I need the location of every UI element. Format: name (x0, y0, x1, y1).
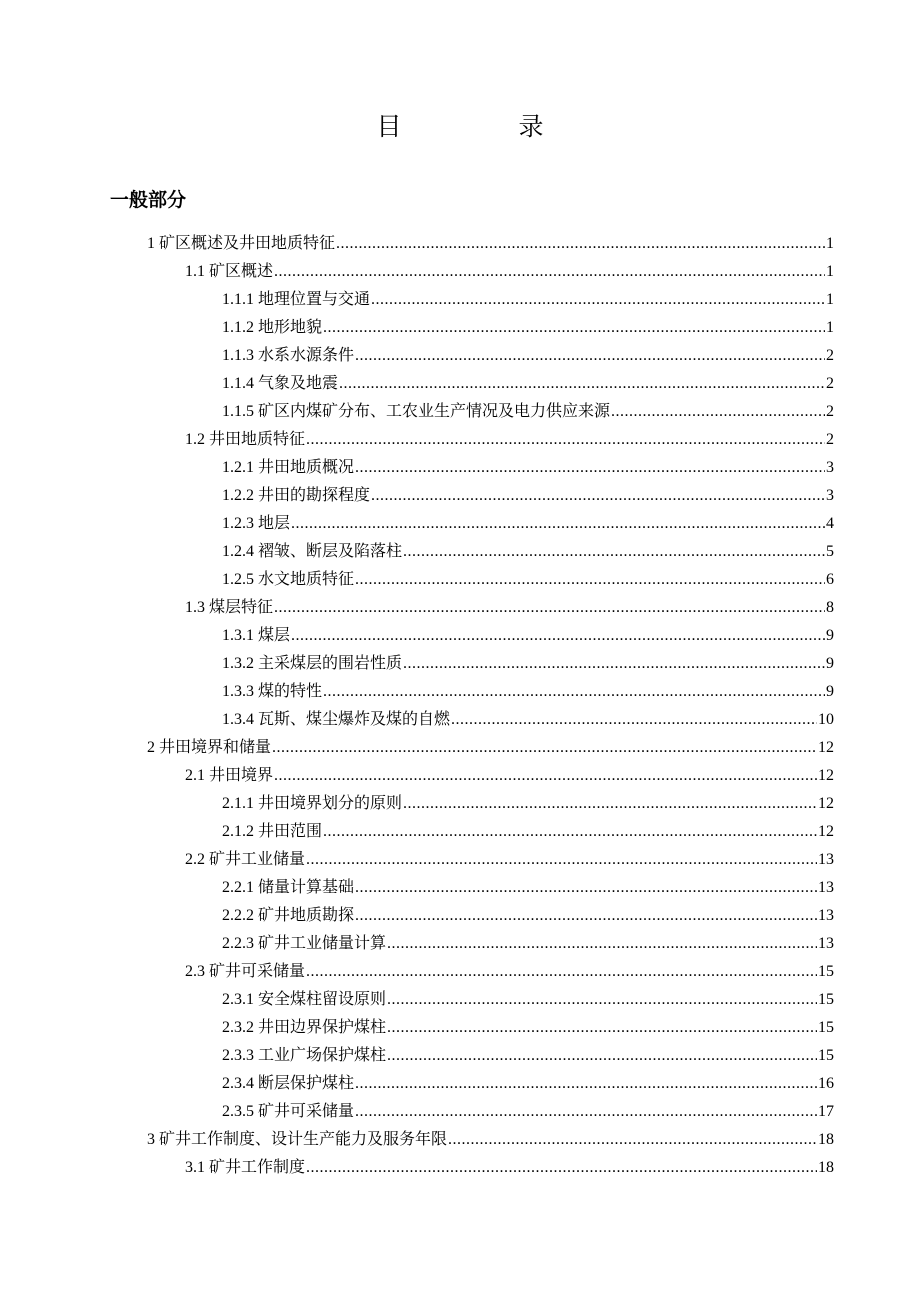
toc-entry-page-number: 3 (826, 487, 834, 504)
page-title: 目 录 (376, 114, 590, 141)
toc-entry-page-number: 8 (826, 599, 834, 616)
toc-entry[interactable] (0, 846, 920, 874)
toc-entry-label: 1.1.3 水系水源条件 (222, 347, 355, 364)
toc-entry-label: 2.3.1 安全煤柱留设原则 (222, 991, 387, 1008)
toc-entry-label: 1.1 矿区概述 (185, 263, 274, 280)
toc-entry[interactable] (0, 566, 920, 594)
toc-entry-label: 1.3.4 瓦斯、煤尘爆炸及煤的自燃 (222, 711, 451, 728)
toc-entry-label: 1.2.1 井田地质概况 (222, 459, 355, 476)
toc-entry-page-number: 9 (826, 655, 834, 672)
toc-entry-page-number: 1 (826, 263, 834, 280)
toc-dot-leader (448, 1126, 817, 1154)
toc-entry-page-number: 12 (818, 767, 834, 784)
toc-entry-page-number: 10 (818, 711, 834, 728)
toc-entry-label: 1.3.1 煤层 (222, 627, 291, 644)
table-of-contents (0, 230, 920, 1182)
toc-entry-page-number: 17 (818, 1103, 834, 1120)
toc-entry[interactable] (0, 706, 920, 734)
toc-entry-label: 2 井田境界和储量 (147, 739, 272, 756)
toc-entry-label: 1.3.2 主采煤层的围岩性质 (222, 655, 403, 672)
toc-entry[interactable] (0, 1014, 920, 1042)
toc-entry[interactable] (0, 958, 920, 986)
toc-entry-page-number: 1 (826, 319, 834, 336)
toc-entry-label: 2.2 矿井工业储量 (185, 851, 306, 868)
toc-dot-leader (274, 258, 825, 286)
toc-entry-label: 2.2.3 矿井工业储量计算 (222, 935, 387, 952)
toc-dot-leader (339, 370, 825, 398)
toc-entry-page-number: 12 (818, 823, 834, 840)
toc-entry-page-number: 6 (826, 571, 834, 588)
toc-dot-leader (306, 846, 817, 874)
toc-entry-label: 1 矿区概述及井田地质特征 (147, 235, 336, 252)
toc-entry-page-number: 12 (818, 795, 834, 812)
toc-dot-leader (355, 1070, 817, 1098)
toc-entry-page-number: 4 (826, 515, 834, 532)
toc-entry-label: 1.1.2 地形地貌 (222, 319, 323, 336)
toc-entry-page-number: 15 (818, 1047, 834, 1064)
toc-entry[interactable] (0, 342, 920, 370)
toc-entry-label: 2.2.1 储量计算基础 (222, 879, 355, 896)
toc-entry[interactable] (0, 398, 920, 426)
toc-entry-label: 3.1 矿井工作制度 (185, 1159, 306, 1176)
toc-entry[interactable] (0, 426, 920, 454)
toc-entry[interactable] (0, 762, 920, 790)
toc-entry-label: 1.1.5 矿区内煤矿分布、工农业生产情况及电力供应来源 (222, 403, 611, 420)
toc-dot-leader (323, 818, 817, 846)
toc-dot-leader (306, 426, 825, 454)
toc-entry[interactable] (0, 902, 920, 930)
toc-dot-leader (355, 454, 825, 482)
toc-entry-label: 1.1.1 地理位置与交通 (222, 291, 371, 308)
toc-entry-label: 1.2.4 褶皱、断层及陷落柱 (222, 543, 403, 560)
toc-dot-leader (272, 734, 817, 762)
toc-entry[interactable] (0, 482, 920, 510)
toc-entry-label: 1.1.4 气象及地震 (222, 375, 339, 392)
toc-dot-leader (274, 762, 817, 790)
toc-dot-leader (291, 510, 825, 538)
toc-dot-leader (403, 538, 825, 566)
toc-entry-page-number: 13 (818, 851, 834, 868)
toc-entry-page-number: 18 (818, 1131, 834, 1148)
toc-dot-leader (371, 482, 825, 510)
toc-dot-leader (355, 566, 825, 594)
toc-entry-page-number: 2 (826, 431, 834, 448)
toc-dot-leader (306, 958, 817, 986)
toc-dot-leader (387, 930, 817, 958)
toc-dot-leader (355, 874, 817, 902)
toc-entry[interactable] (0, 286, 920, 314)
toc-entry[interactable] (0, 538, 920, 566)
toc-entry-page-number: 13 (818, 935, 834, 952)
toc-entry[interactable] (0, 258, 920, 286)
toc-entry[interactable] (0, 734, 920, 762)
toc-entry-label: 2.1.1 井田境界划分的原则 (222, 795, 403, 812)
toc-entry[interactable] (0, 930, 920, 958)
toc-entry-page-number: 1 (826, 235, 834, 252)
toc-dot-leader (403, 650, 825, 678)
toc-entry[interactable] (0, 1098, 920, 1126)
toc-entry[interactable] (0, 650, 920, 678)
toc-entry[interactable] (0, 454, 920, 482)
toc-dot-leader (355, 1098, 817, 1126)
toc-dot-leader (387, 986, 817, 1014)
toc-dot-leader (336, 230, 825, 258)
toc-entry[interactable] (0, 986, 920, 1014)
toc-entry[interactable] (0, 678, 920, 706)
toc-entry-label: 1.2.2 井田的勘探程度 (222, 487, 371, 504)
toc-dot-leader (291, 622, 825, 650)
toc-entry[interactable] (0, 874, 920, 902)
toc-dot-leader (611, 398, 825, 426)
toc-entry[interactable] (0, 622, 920, 650)
toc-entry-label: 2.3.4 断层保护煤柱 (222, 1075, 355, 1092)
toc-entry-page-number: 3 (826, 459, 834, 476)
toc-entry[interactable] (0, 230, 920, 258)
toc-entry-label: 1.2 井田地质特征 (185, 431, 306, 448)
toc-entry[interactable] (0, 1154, 920, 1182)
toc-entry-label: 2.1 井田境界 (185, 767, 274, 784)
toc-entry-page-number: 9 (826, 683, 834, 700)
toc-entry-page-number: 2 (826, 347, 834, 364)
toc-entry[interactable] (0, 1126, 920, 1154)
toc-entry-label: 1.3.3 煤的特性 (222, 683, 323, 700)
toc-dot-leader (355, 342, 825, 370)
toc-entry-label: 2.3 矿井可采储量 (185, 963, 306, 980)
toc-dot-leader (306, 1154, 817, 1182)
toc-entry[interactable] (0, 510, 920, 538)
toc-entry-label: 1.2.3 地层 (222, 515, 291, 532)
toc-entry-page-number: 1 (826, 291, 834, 308)
toc-entry-page-number: 2 (826, 375, 834, 392)
toc-entry-label: 2.1.2 井田范围 (222, 823, 323, 840)
toc-entry-label: 2.3.3 工业广场保护煤柱 (222, 1047, 387, 1064)
toc-dot-leader (371, 286, 825, 314)
toc-entry-label: 1.3 煤层特征 (185, 599, 274, 616)
toc-dot-leader (403, 790, 817, 818)
toc-entry[interactable] (0, 1070, 920, 1098)
toc-entry[interactable] (0, 818, 920, 846)
toc-entry-page-number: 5 (826, 543, 834, 560)
toc-entry[interactable] (0, 594, 920, 622)
toc-entry[interactable] (0, 1042, 920, 1070)
toc-entry-page-number: 15 (818, 963, 834, 980)
toc-dot-leader (274, 594, 825, 622)
toc-entry-page-number: 9 (826, 627, 834, 644)
toc-dot-leader (451, 706, 817, 734)
toc-entry-page-number: 15 (818, 1019, 834, 1036)
toc-dot-leader (323, 678, 825, 706)
toc-dot-leader (355, 902, 817, 930)
toc-entry-page-number: 2 (826, 403, 834, 420)
toc-entry-page-number: 18 (818, 1159, 834, 1176)
toc-entry-page-number: 13 (818, 879, 834, 896)
toc-entry-label: 1.2.5 水文地质特征 (222, 571, 355, 588)
toc-entry-label: 2.3.5 矿井可采储量 (222, 1103, 355, 1120)
toc-entry-page-number: 15 (818, 991, 834, 1008)
toc-dot-leader (387, 1014, 817, 1042)
toc-entry-page-number: 16 (818, 1075, 834, 1092)
toc-entry-page-number: 13 (818, 907, 834, 924)
toc-entry-label: 2.2.2 矿井地质勘探 (222, 907, 355, 924)
toc-entry[interactable] (0, 790, 920, 818)
toc-entry[interactable] (0, 370, 920, 398)
toc-dot-leader (323, 314, 825, 342)
toc-entry-label: 3 矿井工作制度、设计生产能力及服务年限 (147, 1131, 448, 1148)
toc-dot-leader (387, 1042, 817, 1070)
toc-entry-label: 2.3.2 井田边界保护煤柱 (222, 1019, 387, 1036)
toc-entry-page-number: 12 (818, 739, 834, 756)
section-heading: 一般部分 (110, 190, 187, 211)
toc-entry[interactable] (0, 314, 920, 342)
